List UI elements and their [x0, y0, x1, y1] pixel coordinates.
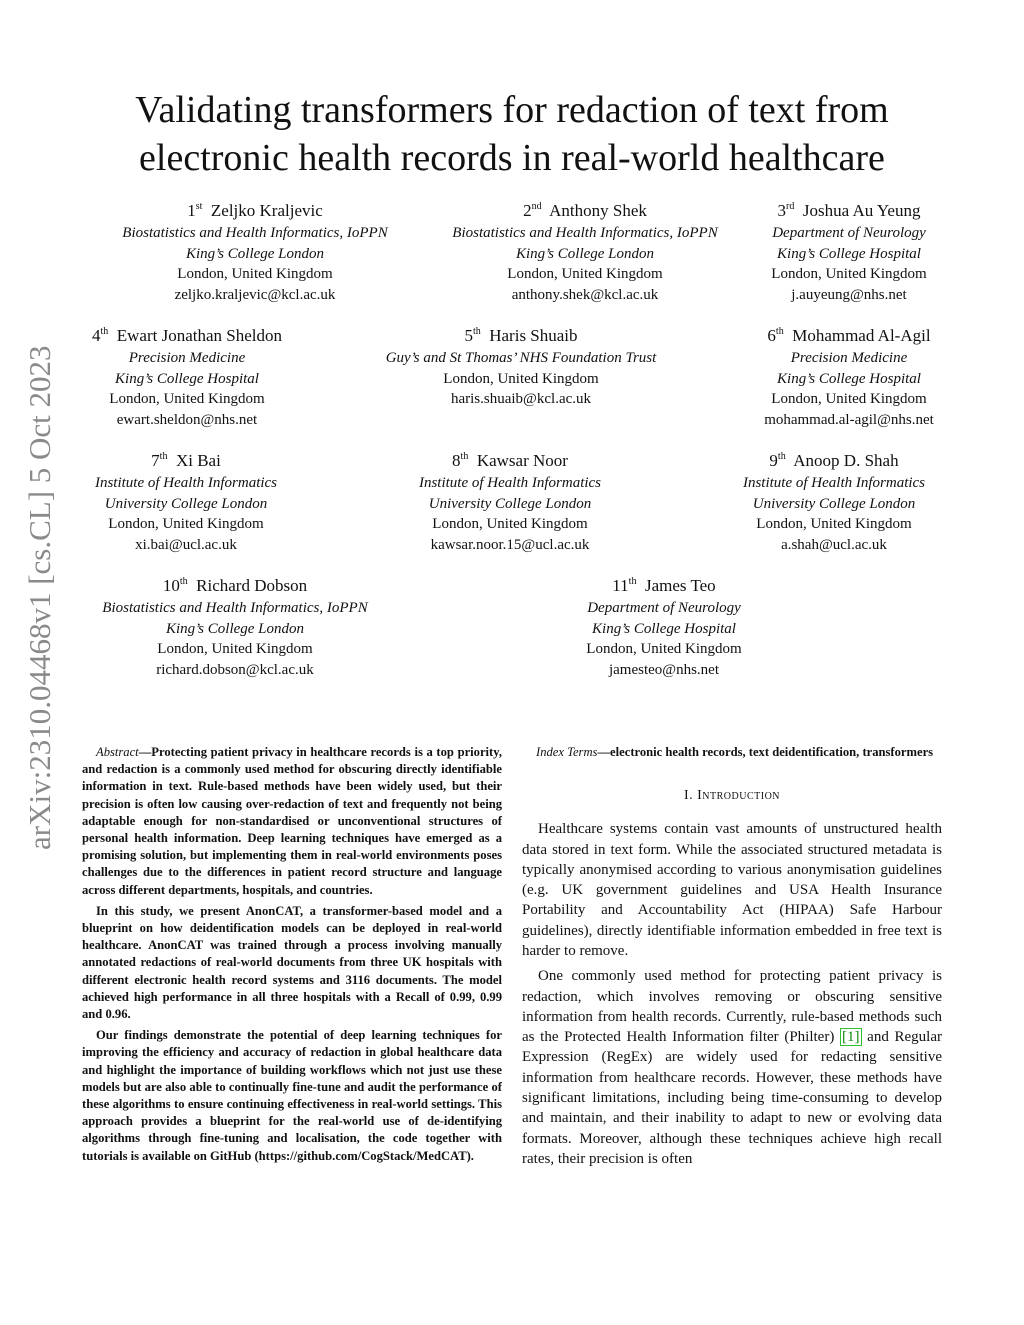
author-location: London, United Kingdom: [177, 266, 333, 282]
author-email: zeljko.kraljevic@kcl.ac.uk: [174, 286, 336, 303]
author-department: Precision Medicine: [790, 350, 908, 366]
author-location: London, United Kingdom: [108, 516, 264, 532]
author-block: [356, 325, 686, 410]
author-block: [746, 325, 952, 430]
author-organization: King’s College London: [185, 245, 325, 262]
author-block: [746, 200, 952, 305]
author-location: London, United Kingdom: [109, 391, 265, 407]
author-department: Precision Medicine: [128, 350, 246, 366]
author-department: Biostatistics and Health Informatics, IoPPN: [452, 225, 718, 241]
author-organization: King’s College Hospital: [592, 620, 736, 637]
body-paragraph: Healthcare systems contain vast amounts of unstructured health data stored in text form. While the associated structured metadata is typically anonymised according to various anonymisation guidelines (e.g. UK government guidelines and USA Health Insurance Portability and Accountability Act (HIPAA) Safe Harbour guidelines), directly identifiable information embedded in free text is harder to remove.: [522, 821, 942, 959]
introduction-body: [522, 819, 942, 1169]
author-name: 11th James Teo: [612, 576, 716, 595]
author-email: richard.dobson@kcl.ac.uk: [156, 661, 314, 678]
author-name: 6th Mohammad Al-Agil: [767, 326, 931, 345]
author-location: London, United Kingdom: [756, 516, 912, 532]
author-organization: King’s College Hospital: [777, 370, 921, 387]
abstract-paragraph: Abstract—Protecting patient privacy in healthcare records is a top priority, and redaction is a commonly used method for obscuring directly identifiable information in text. Rule-based methods have been widely used, but their precision is often low causing over-redaction of text and frequently not being adaptable enough for non-standardised or unconventional structures of personal health information. Deep learning techniques have emerged as a promising solution, but implementing them in real-world environments poses challenges due to the differences in patient record structure and language across different departments, hospitals, and countries.: [82, 745, 502, 897]
author-name: 1st Zeljko Kraljevic: [187, 201, 323, 220]
citation-link[interactable]: [1]: [842, 1029, 860, 1046]
author-department: Department of Neurology: [772, 225, 926, 241]
author-location: London, United Kingdom: [586, 641, 742, 657]
author-location: London, United Kingdom: [771, 266, 927, 282]
author-name: 8th Kawsar Noor: [452, 451, 568, 470]
abstract-paragraph: Our findings demonstrate the potential of deep learning techniques for improving the efficiency and accuracy of redaction in global healthcare data and highlight the importance of building workflows which not just use these models but are also able to continually fine-tune and audit the performance of these algorithms to ensure continuing effectiveness in real-world settings. This approach provides a blueprint for the real-world use of de-identifying algorithms through fine-tuning and localisation, the code together with tutorials is available on GitHub (https://github.com/CogStack/MedCAT).: [82, 1028, 502, 1163]
author-block: [724, 450, 944, 555]
author-email: xi.bai@ucl.ac.uk: [135, 536, 237, 553]
author-name: 10th Richard Dobson: [162, 576, 308, 595]
author-location: London, United Kingdom: [507, 266, 663, 282]
author-department: Institute of Health Informatics: [418, 475, 602, 491]
author-email: j.auyeung@nhs.net: [791, 286, 907, 303]
author-organization: King’s College London: [515, 245, 655, 262]
author-name: 7th Xi Bai: [151, 451, 221, 470]
author-email: ewart.sheldon@nhs.net: [116, 411, 258, 428]
author-department: Institute of Health Informatics: [94, 475, 278, 491]
author-block: [562, 575, 766, 680]
right-column: [522, 744, 942, 1169]
author-organization: King’s College London: [165, 620, 305, 637]
author-block: [400, 450, 620, 555]
author-block: [80, 575, 390, 680]
author-email: jamesteo@nhs.net: [608, 661, 720, 678]
author-organization: King’s College Hospital: [115, 370, 259, 387]
author-organization: University College London: [104, 495, 268, 512]
abstract-column: [82, 744, 502, 1165]
author-organization: University College London: [752, 495, 916, 512]
author-department: Biostatistics and Health Informatics, IoPPN: [122, 225, 388, 241]
abstract-label: Abstract: [96, 745, 139, 759]
section-heading: I. Introduction: [683, 788, 781, 804]
author-name: 5th Haris Shuaib: [464, 326, 578, 345]
author-name: 3rd Joshua Au Yeung: [777, 201, 921, 220]
author-email: haris.shuaib@kcl.ac.uk: [450, 391, 592, 407]
arxiv-stamp: arXiv:2310.04468v1 [cs.CL] 5 Oct 2023: [22, 345, 57, 850]
author-location: London, United Kingdom: [771, 391, 927, 407]
author-block: [430, 200, 740, 305]
index-terms-paragraph: Index Terms—electronic health records, text deidentification, transformers: [536, 745, 934, 759]
author-email: mohammad.al-agil@nhs.net: [764, 411, 934, 428]
author-block: [102, 200, 408, 305]
author-name: 4th Ewart Jonathan Sheldon: [91, 326, 283, 345]
author-department: Institute of Health Informatics: [742, 475, 926, 491]
title-line-1: Validating transformers for redaction of text from: [135, 89, 889, 131]
author-email: kawsar.noor.15@ucl.ac.uk: [430, 536, 590, 553]
paper-title: [60, 86, 964, 182]
author-organization: University College London: [428, 495, 592, 512]
abstract-paragraph: In this study, we present AnonCAT, a transformer-based model and a blueprint on how deidentification models can be deployed in real-world healthcare. AnonCAT was trained through a process involving manually annotated redactions of real-world documents from three UK hospitals with different electronic health record systems and 3116 documents. The model achieved high performance in all three hospitals with a Recall of 0.99, 0.99 and 0.96.: [82, 903, 502, 1022]
author-organization: King’s College Hospital: [777, 245, 921, 262]
author-name: 9th Anoop D. Shah: [769, 451, 899, 470]
author-email: a.shah@ucl.ac.uk: [781, 536, 887, 553]
author-location: London, United Kingdom: [432, 516, 588, 532]
body-paragraph: One commonly used method for protecting patient privacy is redaction, which involves removing or obscuring sensitive information from health records. Currently, rule-based methods such as the Protected Health Information filter (Philter) [1] and Regular Expression (RegEx) are widely used for redacting sensitive information from healthcare records. However, these methods have significant limitations, including being time-consuming to develop and maintain, and their inability to adapt to new or evolving data formats. Moreover, although these techniques achieve high recall rates, their precision is often: [522, 968, 943, 1167]
author-organization: Guy’s and St Thomas’ NHS Foundation Trust: [385, 350, 657, 366]
author-department: Biostatistics and Health Informatics, IoPPN: [102, 600, 368, 616]
index-terms-label: Index Terms: [536, 745, 598, 759]
author-location: London, United Kingdom: [443, 370, 599, 387]
author-department: Department of Neurology: [587, 600, 741, 616]
author-block: [78, 325, 296, 430]
title-line-2: electronic health records in real-world healthcare: [139, 137, 885, 179]
index-terms: [522, 744, 942, 761]
author-name: 2nd Anthony Shek: [523, 201, 647, 220]
author-email: anthony.shek@kcl.ac.uk: [511, 286, 659, 303]
author-block: [76, 450, 296, 555]
author-location: London, United Kingdom: [157, 641, 313, 657]
